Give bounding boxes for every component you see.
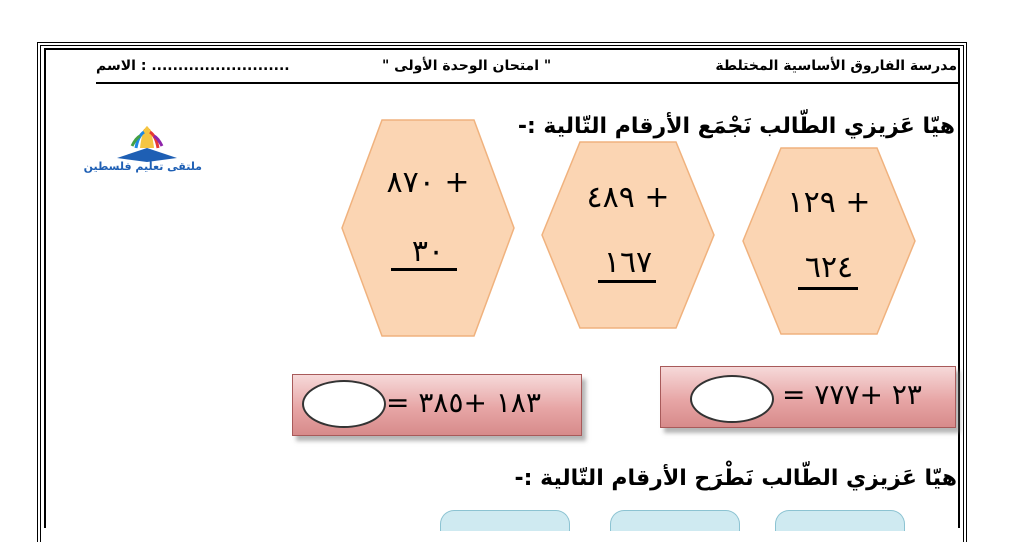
equation-1-text: = ٢٣ +٧٧٧ [782, 378, 922, 411]
hexagon-2-top-number: ٤٨٩ + [586, 180, 670, 215]
school-name: مدرسة الفاروق الأساسية المختلطة [715, 58, 957, 74]
subtraction-card-2 [610, 510, 740, 531]
exam-title: " امتحان الوحدة الأولى " [382, 58, 552, 74]
student-name-label: الاسم : .......................... [96, 58, 290, 74]
hexagon-card-1 [741, 146, 917, 336]
logo-caption: ملتقى تعليم فلسطين [83, 160, 202, 173]
hexagon-1-top-number: ١٢٩ + [787, 185, 871, 220]
subtraction-card-1 [775, 510, 905, 531]
addition-instruction: هيّا عَزيزي الطّالب نَجْمَع الأرقام التّالية :- [517, 114, 955, 139]
hexagon-1-underline [798, 287, 858, 290]
hexagon-card-3 [340, 118, 516, 338]
subtraction-card-3 [440, 510, 570, 531]
hexagon-3-top-number: ٨٧٠ + [386, 165, 470, 200]
hexagon-1-bottom-number: ٦٢٤ [804, 250, 854, 285]
hexagon-card-2 [540, 140, 716, 330]
equation-2-text: = ١٨٣ +٣٨٥ [386, 386, 541, 419]
hexagon-3-bottom-number: ٣٠ [411, 234, 445, 269]
header-divider [96, 82, 958, 84]
hexagon-2-bottom-number: ١٦٧ [603, 245, 653, 280]
hexagon-2-underline [598, 280, 656, 283]
answer-blank-1[interactable] [690, 375, 774, 423]
hexagon-3-underline [391, 268, 457, 271]
subtraction-instruction: هيّا عَزيزي الطّالب نَطْرَح الأرقام التّالية :- [514, 466, 957, 491]
answer-blank-2[interactable] [302, 380, 386, 428]
